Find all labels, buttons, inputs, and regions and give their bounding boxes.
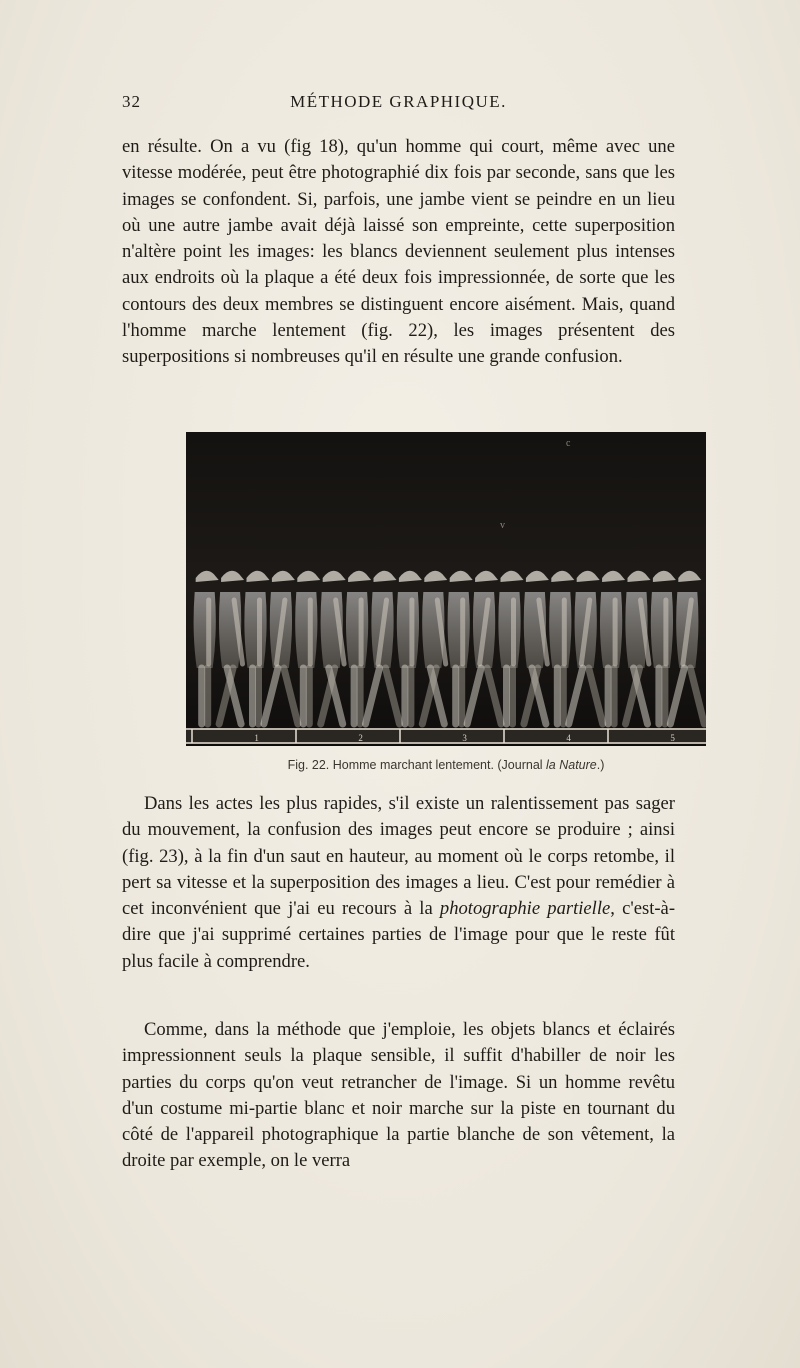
photo-background xyxy=(186,432,706,746)
chronophotograph-walking-man xyxy=(186,432,706,746)
figure-caption xyxy=(186,758,706,772)
paragraph-2-text-b: , c'est-à-dire que j'ai supprimé certaines parties de l'image pour que le reste fût plus facile à comprendre. xyxy=(122,898,676,972)
walker-torso xyxy=(651,592,673,668)
paragraph-3: Comme, dans la méthode que j'emploie, les objets blancs et éclairés impressionnent seuls la plaque sensible, il suffit d'habiller de noir les parties du corps qu'on veut retrancher de l'image. Si un homme revêtu d'un costume mi-partie blanc et noir marche sur la piste en tournant du côté de l'appareil photographique la partie blanche de son vêtement, la droite par exemple, on le verra xyxy=(122,1019,675,1172)
figure-22-photograph xyxy=(186,432,706,746)
walker-torso xyxy=(600,592,622,668)
scale-label: 2 xyxy=(358,733,363,743)
walker-torso xyxy=(244,592,266,668)
caption-main: Fig. 22. Homme marchant lentement. (Journal xyxy=(287,758,547,772)
page-number: 32 xyxy=(122,92,141,111)
walker-torso xyxy=(498,592,520,668)
scale-bar xyxy=(186,728,706,744)
paragraph-2 xyxy=(122,791,675,975)
walker-torso xyxy=(397,592,419,668)
scale-label: 1 xyxy=(254,733,259,743)
walker-torso xyxy=(295,592,317,668)
walker-torso xyxy=(448,592,470,668)
measuring-scale xyxy=(186,728,706,744)
paragraph-1: en résulte. On a vu (fig 18), qu'un homme qui court, même avec une vitesse modérée, peut être photographié dix fois par seconde, sans que les images se confondent. Si, parfois, une jambe vient se peindre en un lieu où une autre jambe avait déjà laissé son empreinte, cette superposition n'altère point les images: les blancs deviennent seulement plus intenses aux endroits où la plaque a été deux fois impressionnée, de sorte que les contours des deux membres se distinguent encore aisément. Mais, quand l'homme marche lentement (fig. 22), les images présentent des superpositions si nombreuses qu'il en résulte une grande confusion. xyxy=(122,136,675,368)
paragraph-2-text-a: Dans les actes les plus rapides, s'il existe un ralentissement pas sager du mouvement, la confusion des images peut encore se produire ; ainsi (fig. 23), à la fin d'un saut en hauteur, au moment où le corps retombe, il pert sa vitesse et la superposition des images a lieu. C'est pour remédier à cet inconvénient que j'ai eu recours à la xyxy=(122,793,675,920)
scale-label: 5 xyxy=(670,733,675,743)
caption-end: .) xyxy=(596,758,605,772)
caption-source: la Nature xyxy=(546,758,597,772)
paragraph-2-emphasis: photographie partielle xyxy=(439,898,611,920)
photo-letter-c: c xyxy=(566,438,571,449)
walker-torso xyxy=(549,592,571,668)
photo-letter-v: v xyxy=(500,520,505,531)
walker-torso xyxy=(194,592,216,668)
running-title: MÉTHODE GRAPHIQUE. xyxy=(290,92,507,111)
walker-torso xyxy=(346,592,368,668)
running-head xyxy=(122,92,675,116)
scale-label: 4 xyxy=(566,733,571,743)
scale-label: 3 xyxy=(462,733,467,743)
